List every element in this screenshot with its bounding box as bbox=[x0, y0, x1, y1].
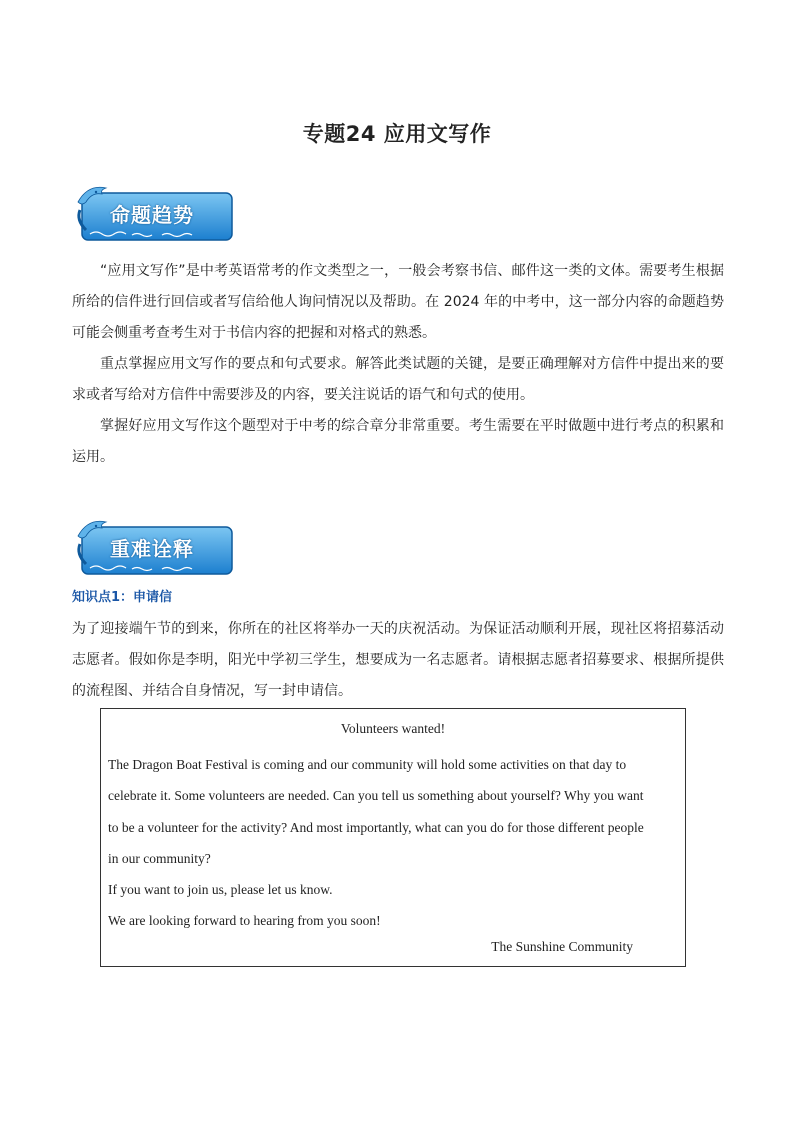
notice-line: celebrate it. Some volunteers are needed. Can you tell us something about yourself? Why you want bbox=[108, 788, 644, 804]
page-title: 专题24 应用文写作 bbox=[302, 122, 492, 146]
knowledge-point-heading: 知识点1：申请信 bbox=[72, 590, 173, 605]
notice-body bbox=[108, 749, 678, 937]
notice-line: We are looking forward to hearing from you soon! bbox=[108, 913, 381, 929]
notice-line: to be a volunteer for the activity? And most importantly, what can you do for those different people bbox=[108, 819, 644, 835]
section-label: 命题趋势 bbox=[110, 203, 194, 227]
notice-line: in our community? bbox=[108, 850, 211, 866]
notice-signature: The Sunshine Community bbox=[491, 939, 633, 954]
trend-paragraph: “应用文写作”是中考英语常考的作文类型之一，一般会考察书信、邮件这一类的文体。需要考生根据所给的信件进行回信或者写信给他人询问情况以及帮助。在 2024 年的中考中，这一部分内容的命题趋势可能会侧重考查考生对于书信内容的把握和对格式的熟悉。 bbox=[72, 263, 724, 341]
notice-line: If you want to join us, please let us know. bbox=[108, 882, 333, 898]
notice-box bbox=[100, 708, 686, 967]
notice-line: The Dragon Boat Festival is coming and our community will hold some activities on that day to bbox=[108, 757, 627, 772]
trend-paragraph: 重点掌握应用文写作的要点和句式要求。解答此类试题的关键，是要正确理解对方信件中提出来的要求或者写给对方信件中需要涉及的内容，要关注说话的语气和句式的使用。 bbox=[72, 356, 724, 403]
notice-title: Volunteers wanted! bbox=[340, 721, 446, 736]
trend-paragraph: 掌握好应用文写作这个题型对于中考的综合章分非常重要。考生需要在平时做题中进行考点的积累和运用。 bbox=[72, 418, 724, 465]
section-banner-trend bbox=[72, 180, 242, 246]
trend-text bbox=[72, 256, 724, 473]
section-banner-explanation bbox=[72, 514, 242, 580]
section-label: 重难诠释 bbox=[110, 537, 194, 561]
prompt-text: 为了迎接端午节的到来，你所在的社区将举办一天的庆祝活动。为保证活动顺利开展，现社区将招募活动志愿者。假如你是李明，阳光中学初三学生，想要成为一名志愿者。请根据志愿者招募要求、根据所提供的流程图、并结合自身情况，写一封申请信。 bbox=[72, 621, 724, 699]
